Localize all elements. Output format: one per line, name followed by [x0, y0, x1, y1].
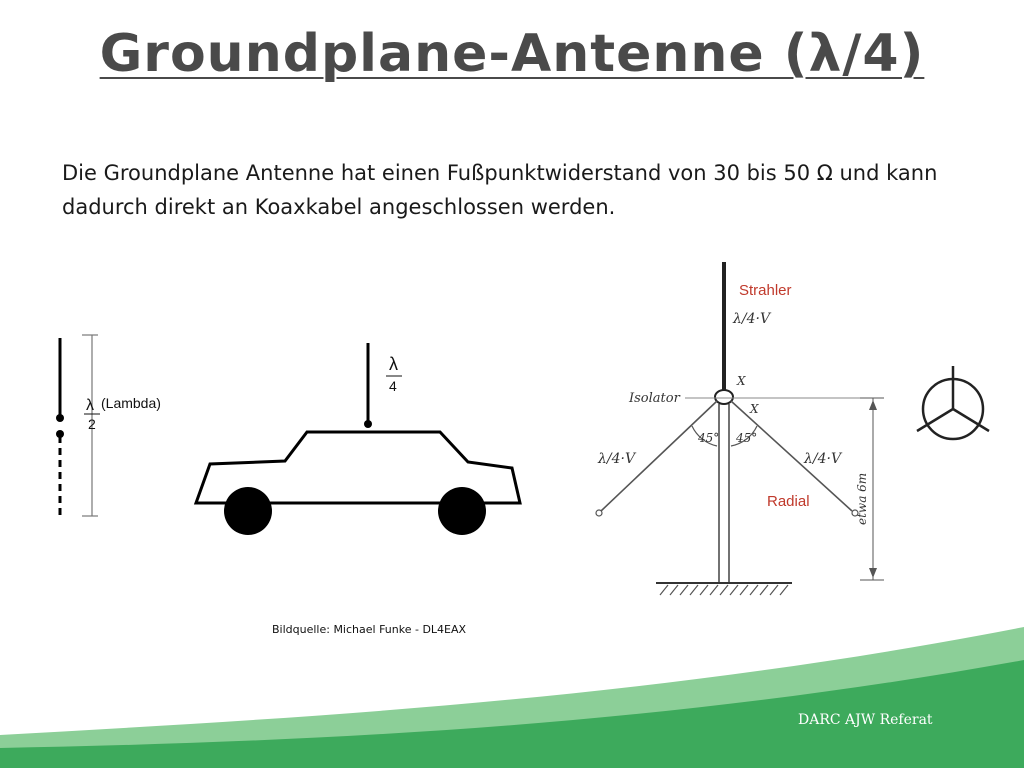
radial-left-end-insulator [596, 510, 602, 516]
groundplane-topview-symbol [917, 366, 989, 439]
car-diagram [196, 343, 520, 535]
slide-title-text: Groundplane-Antenne (λ/4) [99, 24, 925, 84]
car-denominator: 4 [389, 378, 397, 394]
height-arrow-bottom [869, 568, 877, 578]
body-text: Die Groundplane Antenne hat einen Fußpunktwiderstand von 30 bis 50 Ω und kann dadurch direkt an Koaxkabel angeschlossen werden. [62, 161, 938, 219]
dipole-denominator: 2 [88, 416, 96, 432]
groundplane-diagram [596, 262, 884, 595]
ground-hatching [660, 585, 788, 595]
dipole-feedpoint-top [56, 414, 64, 422]
footer-label: DARC AJW Referat [798, 712, 933, 728]
radial-right-length-label: λ/4·V [804, 451, 842, 467]
strahler-label: Strahler [739, 282, 792, 299]
height-arrow-top [869, 400, 877, 410]
strahler-length-label: λ/4·V [733, 311, 771, 327]
radial-label: Radial [767, 493, 810, 510]
angle-left-label: 45° [698, 431, 720, 445]
dipole-diagram [56, 335, 161, 516]
car-front-wheel [224, 487, 272, 535]
car-rear-wheel [438, 487, 486, 535]
image-source-caption: Bildquelle: Michael Funke - DL4EAX [272, 623, 467, 636]
height-label: etwa 6m [855, 472, 869, 525]
isolator-label: Isolator [629, 391, 680, 406]
x-marker-top: X [737, 374, 746, 388]
car-antenna-base [364, 420, 372, 428]
angle-right-label: 45° [736, 431, 758, 445]
x-marker-side: X [750, 402, 759, 416]
footer-waves [0, 627, 1024, 768]
car-lambda-symbol: λ [389, 354, 398, 374]
radial-left-length-label: λ/4·V [598, 451, 636, 467]
dipole-lambda-label: (Lambda) [101, 395, 161, 411]
isolator-body [715, 390, 733, 404]
dipole-lambda-symbol: λ [86, 397, 94, 414]
